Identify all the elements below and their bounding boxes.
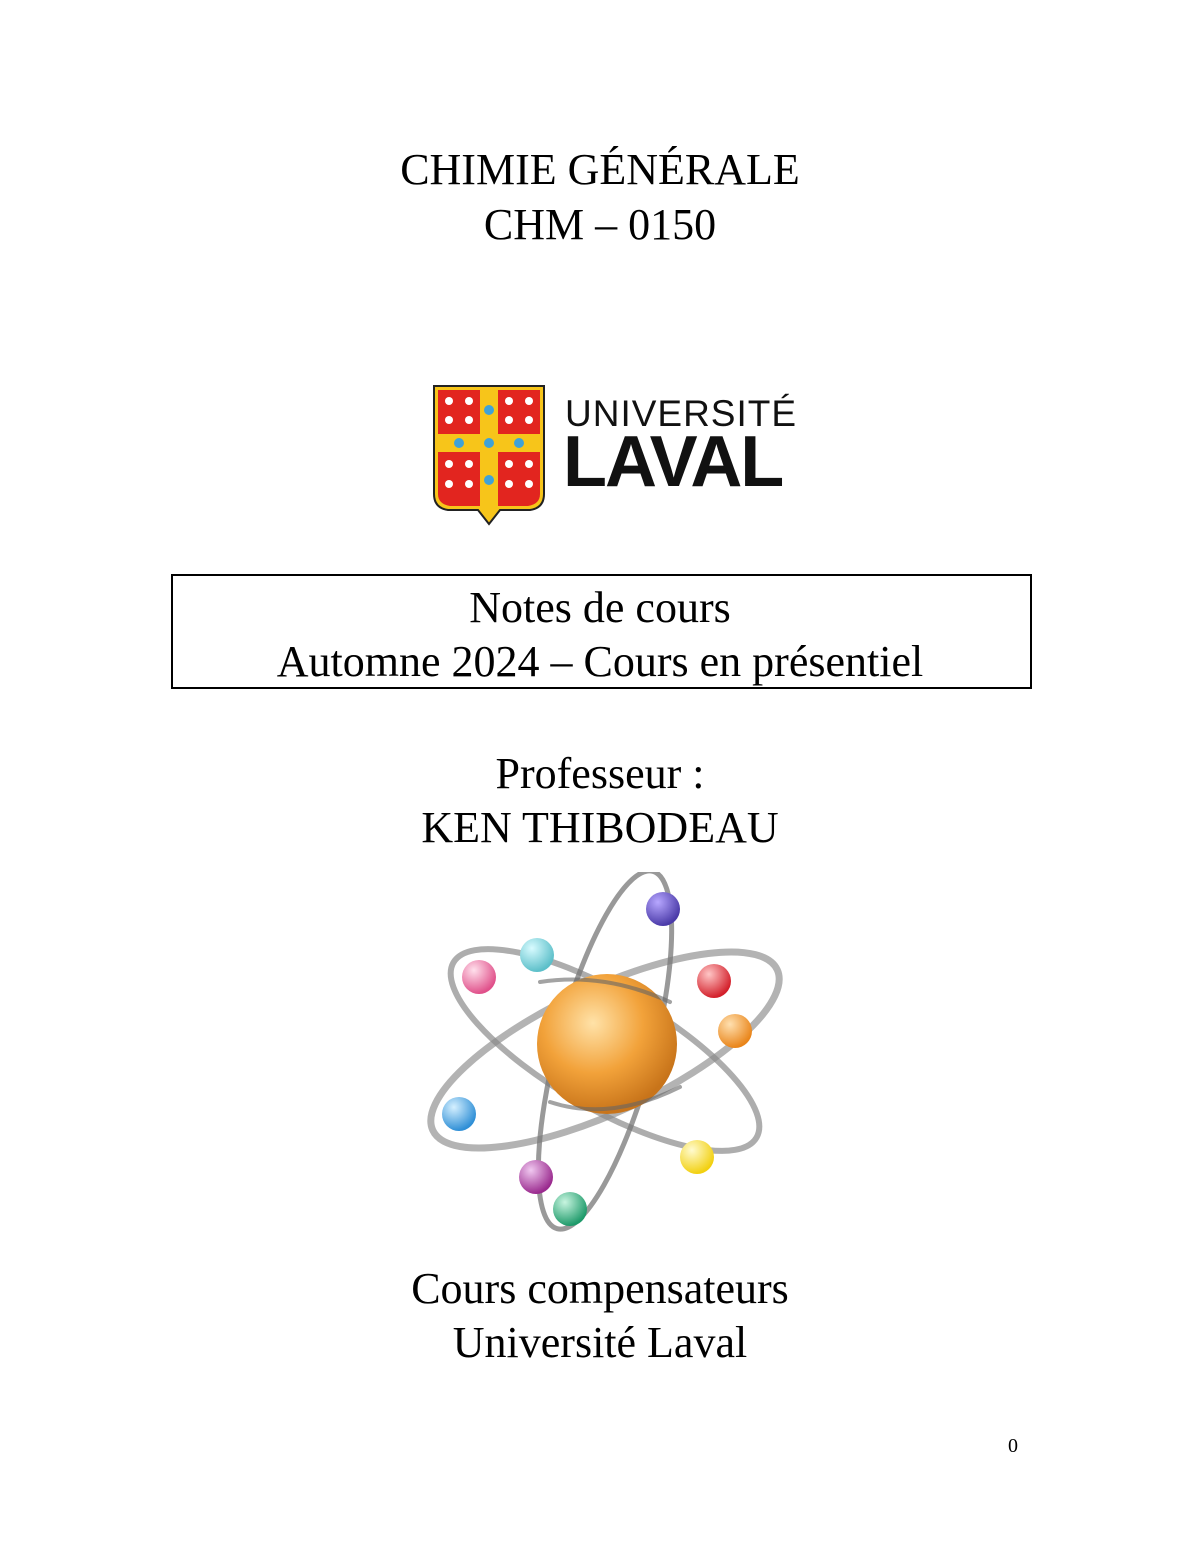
term-info: Automne 2024 – Cours en présentiel bbox=[276, 637, 924, 686]
footer-university: Université Laval bbox=[452, 1318, 748, 1367]
atom-icon bbox=[420, 872, 790, 1234]
course-title: CHIMIE GÉNÉRALE bbox=[400, 145, 800, 194]
coat-of-arms-icon bbox=[430, 382, 548, 527]
logo-text-laval: LAVAL bbox=[563, 422, 783, 502]
notes-title: Notes de cours bbox=[469, 583, 731, 632]
footer-program: Cours compensateurs bbox=[411, 1264, 789, 1313]
professor-label: Professeur : bbox=[495, 749, 705, 798]
page-number: 0 bbox=[1008, 1435, 1018, 1457]
professor-name: KEN THIBODEAU bbox=[421, 803, 779, 852]
atom-illustration bbox=[420, 872, 790, 1234]
course-code: CHM – 0150 bbox=[483, 200, 717, 249]
logo-text-universite: UNIVERSITÉ bbox=[565, 393, 798, 434]
universite-laval-logo bbox=[430, 382, 798, 527]
